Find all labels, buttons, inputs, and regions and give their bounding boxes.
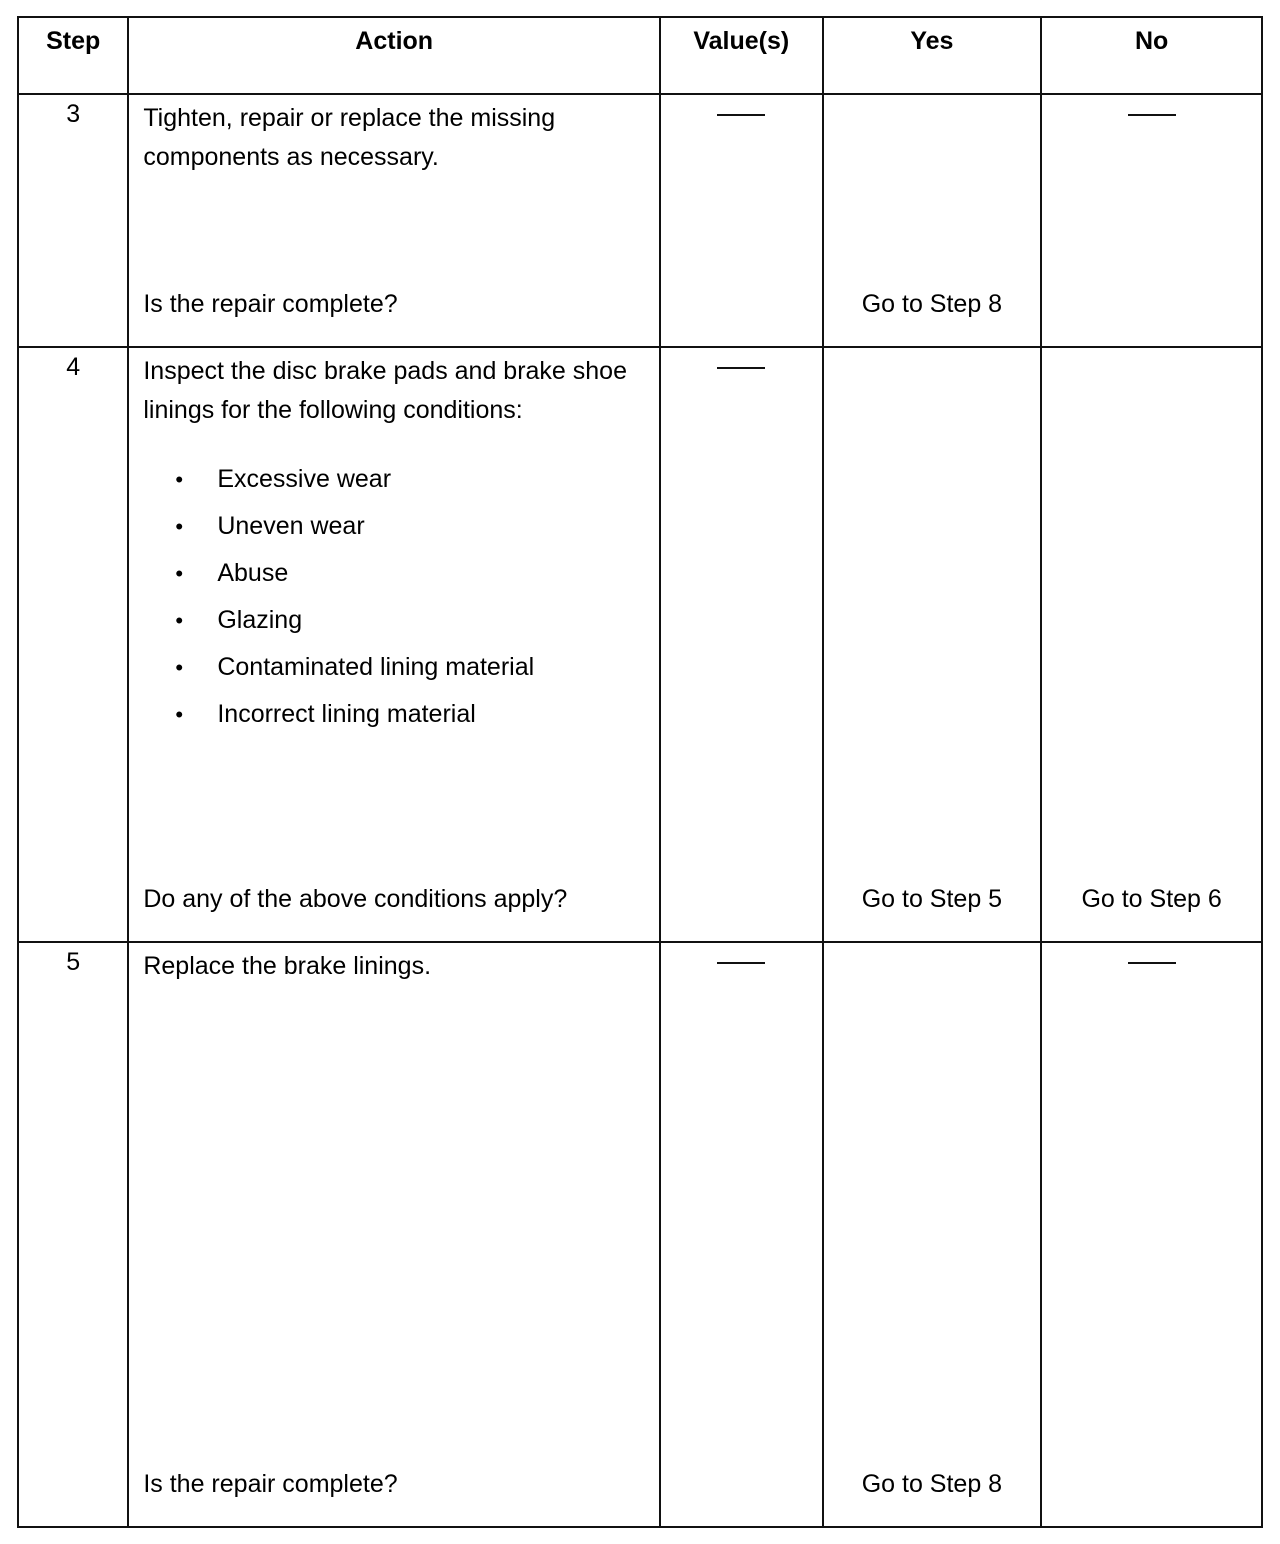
action-question: Is the repair complete? — [143, 290, 398, 319]
no-text: Go to Step 6 — [1081, 885, 1222, 914]
bullet-icon: • — [175, 702, 184, 727]
action-question: Is the repair complete? — [143, 1470, 398, 1499]
dash-mark — [717, 962, 765, 964]
table-row — [18, 347, 1262, 942]
dash-mark — [1128, 114, 1176, 116]
action-cell — [128, 94, 660, 347]
value-cell — [660, 942, 823, 1527]
action-text: Inspect the disc brake pads and brake shoe linings for the following conditions: — [143, 357, 627, 424]
yes-cell — [823, 942, 1042, 1527]
value-cell — [660, 94, 823, 347]
no-cell — [1041, 347, 1262, 942]
list-item: • Uneven wear — [169, 503, 534, 550]
table-header-row — [18, 17, 1262, 94]
step-number: 5 — [18, 942, 128, 1527]
yes-cell — [823, 347, 1042, 942]
action-cell — [128, 347, 660, 942]
header-action: Action — [128, 17, 660, 94]
action-text: Tighten, repair or replace the missing components as necessary. — [143, 104, 556, 171]
yes-text: Go to Step 8 — [861, 1470, 1003, 1499]
dash-mark — [717, 367, 765, 369]
no-cell — [1041, 942, 1262, 1527]
step-number: 3 — [18, 94, 128, 347]
no-cell — [1041, 94, 1262, 347]
table-row — [18, 94, 1262, 347]
bullet-icon: • — [175, 514, 184, 539]
list-item: • Abuse — [169, 550, 534, 597]
yes-cell — [823, 94, 1042, 347]
header-no: No — [1041, 17, 1262, 94]
list-item: • Glazing — [169, 597, 534, 644]
list-item: • Excessive wear — [169, 456, 534, 503]
diagnostic-table — [17, 16, 1263, 1528]
list-item: • Incorrect lining material — [169, 691, 534, 738]
table-row — [18, 942, 1262, 1527]
yes-text: Go to Step 5 — [861, 885, 1003, 914]
dash-mark — [717, 114, 765, 116]
bullet-icon: • — [175, 561, 184, 586]
yes-text: Go to Step 8 — [861, 290, 1003, 319]
dash-mark — [1128, 962, 1176, 964]
step-number: 4 — [18, 347, 128, 942]
bullet-icon: • — [175, 608, 184, 633]
bullet-icon: • — [175, 467, 184, 492]
value-cell — [660, 347, 823, 942]
bullet-icon: • — [175, 655, 184, 680]
action-question: Do any of the above conditions apply? — [143, 885, 568, 914]
action-cell — [128, 942, 660, 1527]
action-text: Replace the brake linings. — [143, 952, 432, 980]
list-item: • Contaminated lining material — [169, 644, 534, 691]
header-values: Value(s) — [660, 17, 823, 94]
header-yes: Yes — [823, 17, 1042, 94]
condition-list — [169, 456, 534, 738]
header-step: Step — [18, 17, 128, 94]
